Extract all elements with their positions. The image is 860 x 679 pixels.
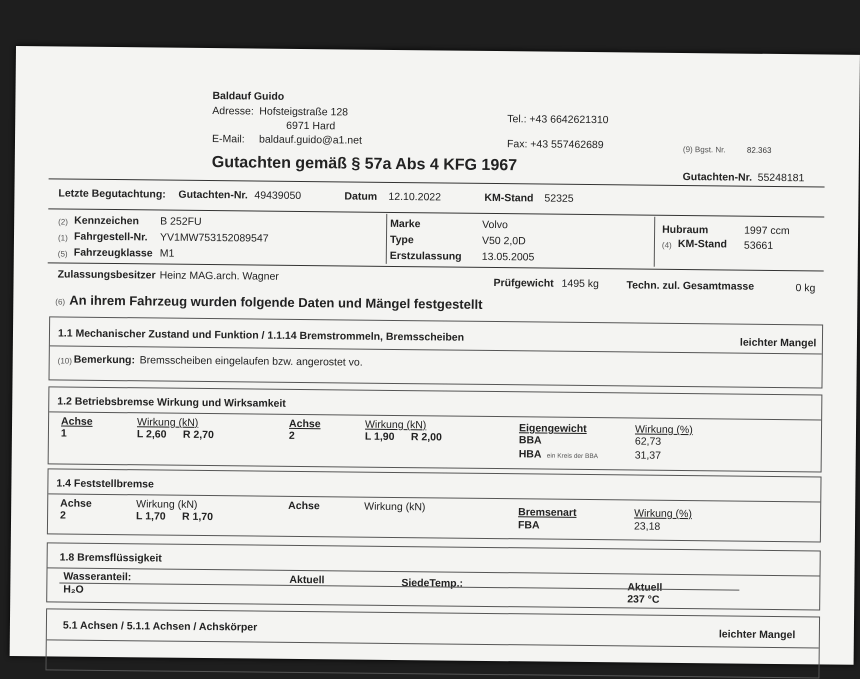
fba-value: 23,18 — [633, 520, 661, 533]
s12-axle-1-left: L 2,60 — [136, 428, 167, 441]
section-5-1-divider — [47, 639, 819, 648]
s14-h-achse2: Achse — [288, 499, 320, 513]
s12-axle-2: 2 — [288, 429, 295, 442]
fg-num: (1) — [57, 233, 68, 243]
hba-label: HBA — [518, 448, 542, 461]
fg-label: Fahrgestell-Nr. — [73, 230, 148, 244]
section-1-4-title: 1.4 Feststellbremse — [56, 477, 154, 491]
section-1-1-divider — [50, 345, 822, 354]
last-nr-value: 49439050 — [254, 189, 302, 202]
owner-value: Heinz MAG.arch. Wagner — [159, 269, 279, 283]
last-km-label: KM-Stand — [484, 191, 534, 205]
last-nr-label: Gutachten-Nr. — [178, 188, 248, 202]
s14-h-wirkung2: Wirkung (kN) — [364, 500, 426, 514]
city: 6971 Hard — [286, 119, 336, 133]
kz-num: (2) — [58, 217, 68, 227]
section-1-8-divider — [48, 567, 820, 576]
street: Hofsteigstraße 128 — [259, 105, 349, 119]
s14-axle-2-right: R 1,70 — [182, 510, 214, 524]
bgst-value: 82.363 — [746, 145, 772, 155]
s12-h-wirkung: Wirkung (kN) — [137, 416, 199, 429]
last-inspection-label: Letzte Begutachtung: — [58, 187, 166, 201]
last-date-label: Datum — [344, 190, 378, 203]
ez-label: Erstzulassung — [389, 249, 462, 263]
section-5-1 — [45, 608, 820, 678]
vehicle-divider-1 — [386, 214, 388, 264]
s12-h-wirkung-pct: Wirkung (%) — [634, 423, 693, 437]
s12-h-eigen: Eigengewicht — [518, 422, 587, 435]
owner-label: Zulassungsbesitzer — [57, 268, 156, 282]
fk-label: Fahrzeugklasse — [73, 246, 153, 260]
bgst-label: (9) Bgst. Nr. — [682, 144, 726, 155]
marke-value: Volvo — [482, 218, 508, 232]
gesamtmasse-label: Techn. zul. Gesamtmasse — [626, 279, 755, 293]
remark-num: (10) — [57, 356, 72, 366]
hba-note: ein Kreis der BBA — [546, 452, 599, 461]
kz-label: Kennzeichen — [74, 214, 139, 228]
section-5-1-severity: leichter Mangel — [718, 628, 796, 642]
inspection-report-paper — [10, 46, 860, 665]
s14-axle-2-left: L 1,70 — [136, 510, 166, 523]
km-value: 53661 — [743, 239, 774, 252]
s12-h-achse2: Achse — [288, 417, 321, 431]
remark-text: Bremsscheiben eingelaufen bzw. angerostet vo. — [139, 354, 363, 369]
h2o-label: H₂O — [63, 583, 84, 596]
gutachten-label: Gutachten-Nr. — [682, 170, 753, 184]
s14-h-wirkung: Wirkung (kN) — [136, 498, 198, 511]
type-label: Type — [389, 233, 414, 247]
boiling-temp: 237 °C — [627, 593, 660, 606]
section-1-1-severity: leichter Mangel — [739, 336, 817, 350]
hba-value: 31,37 — [634, 449, 662, 462]
ez-value: 13.05.2005 — [481, 250, 535, 264]
s14-h-art: Bremsenart — [518, 506, 577, 519]
s14-axle-2: 2 — [60, 509, 66, 522]
s12-axle-2-right: R 2,00 — [410, 431, 442, 444]
inspector-name: Baldauf Guido — [212, 90, 285, 103]
fg-value: YV1MW753152089547 — [159, 231, 269, 245]
email: baldauf.guido@a1.net — [258, 133, 363, 147]
section-1-1 — [49, 316, 824, 388]
fk-value: M1 — [159, 247, 175, 260]
findings-num: (6) — [55, 297, 66, 307]
gutachten-value: 55248181 — [757, 171, 805, 185]
s14-h-wirkung-pct: Wirkung (%) — [634, 507, 692, 521]
section-1-8-title: 1.8 Bremsflüssigkeit — [59, 551, 162, 565]
document-title: Gutachten gemäß § 57a Abs 4 KFG 1967 — [211, 154, 518, 175]
fk-num: (5) — [57, 249, 68, 259]
marke-label: Marke — [390, 217, 421, 231]
section-1-4 — [47, 468, 822, 542]
pruefgewicht-value: 1495 kg — [561, 277, 599, 291]
findings-title: An ihrem Fahrzeug wurden folgende Daten und Mängel festgestellt — [69, 292, 483, 312]
bba-label: BBA — [518, 434, 542, 447]
s18-h-aktuell2: Aktuell — [627, 581, 663, 594]
s18-h-wasser: Wasseranteil: — [63, 570, 132, 584]
last-date-value: 12.10.2022 — [388, 190, 442, 204]
s18-h-aktuell: Aktuell — [289, 573, 325, 587]
s12-h-wirkung2: Wirkung (kN) — [364, 418, 427, 432]
section-5-1-title: 5.1 Achsen / 5.1.1 Achsen / Achskörper — [62, 619, 258, 634]
s12-axle-2-left: L 1,90 — [364, 430, 395, 443]
s12-h-achse: Achse — [61, 415, 93, 428]
s12-axle-1-right: R 2,70 — [182, 428, 214, 442]
gesamtmasse-value: 0 kg — [795, 282, 816, 295]
s18-h-siede: SiedeTemp.: — [401, 577, 464, 590]
hubraum-value: 1997 ccm — [744, 224, 790, 238]
fax: Fax: +43 557462689 — [506, 138, 604, 152]
section-1-8 — [46, 542, 821, 610]
km-label: KM-Stand — [677, 237, 728, 251]
section-1-1-title: 1.1 Mechanischer Zustand und Funktion / 1.1.14 Bremstrommeln, Bremsscheiben — [57, 327, 465, 344]
pruefgewicht-label: Prüfgewicht — [493, 277, 554, 290]
address-label: Adresse: — [212, 105, 254, 118]
telephone: Tel.: +43 6642621310 — [507, 113, 609, 127]
remark-label: Bemerkung: — [73, 353, 136, 367]
fba-label: FBA — [517, 519, 540, 532]
email-label: E-Mail: — [211, 133, 245, 146]
section-1-2 — [48, 386, 823, 472]
bba-value: 62,73 — [634, 435, 662, 448]
kz-value: B 252FU — [160, 215, 202, 228]
section-1-2-title: 1.2 Betriebsbremse Wirkung und Wirksamkeit — [57, 395, 286, 410]
vehicle-divider-2 — [654, 217, 656, 267]
hubraum-label: Hubraum — [662, 223, 709, 237]
km-num: (4) — [661, 240, 672, 250]
s14-h-achse: Achse — [60, 497, 92, 510]
s12-axle-1: 1 — [60, 427, 67, 440]
last-km-value: 52325 — [544, 192, 574, 205]
type-value: V50 2,0D — [481, 234, 526, 248]
